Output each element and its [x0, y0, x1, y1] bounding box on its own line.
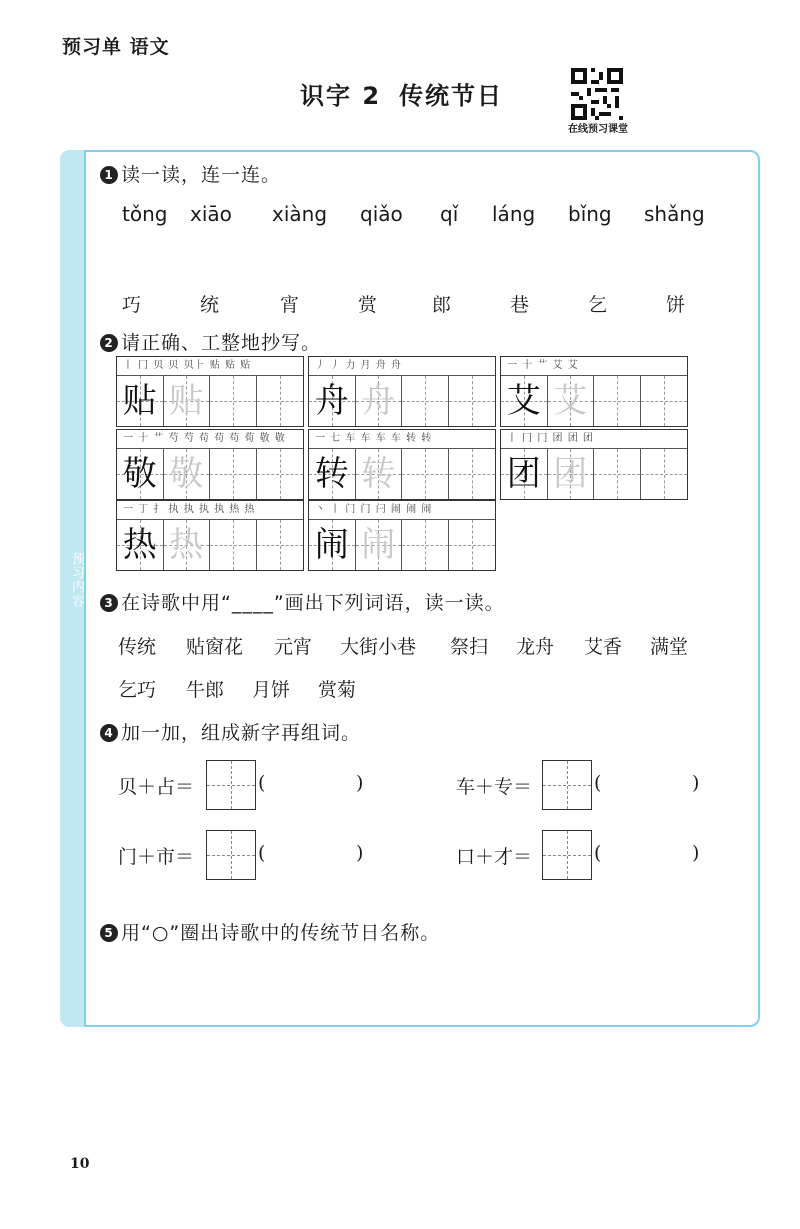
q5-number: 5	[100, 924, 118, 942]
model-char: 艾	[506, 381, 541, 421]
stroke-order: 一 七 车 车 车 车 转 转	[309, 430, 495, 449]
hanzi-item[interactable]: 乞	[588, 294, 608, 316]
hanzi-item[interactable]: 郎	[432, 294, 452, 316]
writing-cell	[309, 449, 356, 499]
writing-cell	[501, 376, 548, 426]
trace-cell[interactable]	[164, 449, 211, 499]
blank-cell[interactable]	[641, 376, 687, 426]
model-char: 闹	[314, 525, 349, 565]
qr-caption: 在线预习课堂	[568, 124, 628, 135]
blank-cell[interactable]	[594, 376, 641, 426]
answer-char-box[interactable]	[206, 760, 256, 810]
writing-cell	[117, 520, 164, 570]
blank-cell[interactable]	[402, 520, 449, 570]
panel-divider	[84, 150, 86, 1027]
pinyin-row	[122, 202, 722, 232]
model-char: 贴	[122, 381, 157, 421]
combine-item	[118, 830, 378, 882]
combine-expr: 贝＋占＝	[118, 776, 195, 798]
qr-code-icon[interactable]	[571, 68, 623, 120]
pinyin-item[interactable]: shǎng	[644, 202, 705, 226]
term-item[interactable]: 龙舟	[516, 636, 555, 658]
answer-char-box[interactable]	[542, 760, 592, 810]
term-item[interactable]: 牛郎	[186, 679, 225, 701]
trace-char: 热	[169, 525, 204, 565]
copy-grid	[116, 500, 304, 571]
lesson-title	[300, 76, 540, 111]
term-item[interactable]: 满堂	[650, 636, 689, 658]
combine-expr: 门＋市＝	[118, 846, 195, 868]
trace-char: 敬	[169, 454, 204, 494]
hanzi-item[interactable]: 宵	[280, 294, 300, 316]
writing-cell	[309, 520, 356, 570]
blank-cell[interactable]	[594, 449, 641, 499]
q5-text: 用“○”圈出诗歌中的传统节日名称。	[121, 922, 441, 944]
term-row	[118, 632, 718, 660]
open-paren: (	[258, 842, 266, 864]
term-item[interactable]: 大街小巷	[340, 636, 417, 658]
blank-cell[interactable]	[210, 520, 257, 570]
trace-cell[interactable]	[356, 376, 403, 426]
q2-text: 请正确、工整地抄写。	[121, 332, 322, 354]
trace-char: 闹	[361, 525, 396, 565]
trace-char: 团	[553, 454, 588, 494]
stroke-order: 丨 冂 贝 贝 贝⺊ 贴 贴 贴	[117, 357, 303, 376]
stroke-order: 丿 丿 力 月 舟 舟	[309, 357, 495, 376]
hanzi-item[interactable]: 统	[200, 294, 220, 316]
open-paren: (	[594, 772, 602, 794]
writing-cell	[117, 376, 164, 426]
blank-cell[interactable]	[257, 376, 303, 426]
hanzi-item[interactable]: 饼	[666, 294, 686, 316]
close-paren: )	[356, 842, 364, 864]
pinyin-item[interactable]: láng	[492, 202, 536, 226]
term-item[interactable]: 艾香	[584, 636, 623, 658]
stroke-order: 丶 丨 门 门 闩 闹 闹 闹	[309, 501, 495, 520]
open-paren: (	[258, 772, 266, 794]
q3-text: 在诗歌中用“____”画出下列词语，读一读。	[121, 592, 505, 614]
blank-cell[interactable]	[257, 520, 303, 570]
q4-heading	[100, 718, 361, 745]
combine-expr: 口＋才＝	[456, 846, 533, 868]
close-paren: )	[356, 772, 364, 794]
writing-cell	[501, 449, 548, 499]
blank-cell[interactable]	[449, 449, 495, 499]
trace-cell[interactable]	[164, 376, 211, 426]
stroke-order: 丨 冂 冂 团 团 团	[501, 430, 687, 449]
series-header: 预习单 语文	[62, 36, 170, 58]
page-number: 10	[70, 1156, 90, 1172]
combine-expr: 车＋专＝	[456, 776, 533, 798]
model-char: 敬	[122, 454, 157, 494]
copy-grid	[116, 356, 304, 427]
hanzi-item[interactable]: 巷	[510, 294, 530, 316]
blank-cell[interactable]	[449, 376, 495, 426]
q1-text: 读一读，连一连。	[121, 164, 282, 186]
trace-char: 贴	[169, 381, 204, 421]
term-item[interactable]: 传统	[118, 636, 157, 658]
model-char: 舟	[314, 381, 349, 421]
pinyin-item[interactable]: xiāo	[190, 202, 232, 226]
pinyin-item[interactable]: qǐ	[440, 202, 459, 226]
copy-grid	[308, 356, 496, 427]
pinyin-item[interactable]: bǐng	[568, 202, 612, 226]
lesson-name: 传统节日	[399, 82, 504, 110]
blank-cell[interactable]	[402, 376, 449, 426]
combine-item	[118, 760, 378, 812]
trace-char: 舟	[361, 381, 396, 421]
pinyin-item[interactable]: tǒng	[122, 202, 168, 226]
trace-cell[interactable]	[548, 449, 595, 499]
blank-cell[interactable]	[257, 449, 303, 499]
term-row	[118, 675, 718, 703]
copy-grid	[500, 356, 688, 427]
q2-heading	[100, 328, 321, 355]
combine-item	[456, 760, 716, 812]
model-char: 热	[122, 525, 157, 565]
trace-char: 转	[361, 454, 396, 494]
q5-heading	[100, 918, 440, 945]
q2-number: 2	[100, 334, 118, 352]
trace-cell[interactable]	[356, 449, 403, 499]
close-paren: )	[692, 842, 700, 864]
stroke-order: 一 十 艹 艾 艾	[501, 357, 687, 376]
pinyin-item[interactable]: qiǎo	[360, 202, 403, 226]
side-label: 预习内容	[69, 552, 84, 608]
trace-cell[interactable]	[356, 520, 403, 570]
combine-item	[456, 830, 716, 882]
writing-cell	[117, 449, 164, 499]
term-item[interactable]: 祭扫	[450, 636, 489, 658]
hanzi-item[interactable]: 巧	[122, 294, 142, 316]
term-item[interactable]: 月饼	[252, 679, 291, 701]
hanzi-item[interactable]: 赏	[358, 294, 378, 316]
model-char: 转	[314, 454, 349, 494]
q3-heading	[100, 588, 505, 615]
open-paren: (	[594, 842, 602, 864]
writing-cell	[309, 376, 356, 426]
lesson-number: 识字 2	[300, 82, 382, 110]
stroke-order: 一 十 艹 芍 芍 苟 苟 苟 荀 敬 敬	[117, 430, 303, 449]
q4-text: 加一加，组成新字再组词。	[121, 722, 362, 744]
answer-char-box[interactable]	[206, 830, 256, 880]
trace-cell[interactable]	[164, 520, 211, 570]
copy-grid	[308, 500, 496, 571]
blank-cell[interactable]	[210, 376, 257, 426]
term-item[interactable]: 贴窗花	[186, 636, 244, 658]
trace-cell[interactable]	[548, 376, 595, 426]
copy-grid	[308, 429, 496, 500]
answer-char-box[interactable]	[542, 830, 592, 880]
copy-grid	[116, 429, 304, 500]
copy-grid	[500, 429, 688, 500]
term-item[interactable]: 元宵	[274, 636, 313, 658]
q4-number: 4	[100, 724, 118, 742]
term-item[interactable]: 乞巧	[118, 679, 157, 701]
close-paren: )	[692, 772, 700, 794]
blank-cell[interactable]	[449, 520, 495, 570]
q1-heading	[100, 160, 281, 187]
model-char: 团	[506, 454, 541, 494]
q3-number: 3	[100, 594, 118, 612]
term-item[interactable]: 赏菊	[318, 679, 357, 701]
blank-cell[interactable]	[641, 449, 687, 499]
blank-cell[interactable]	[210, 449, 257, 499]
blank-cell[interactable]	[402, 449, 449, 499]
pinyin-item[interactable]: xiàng	[272, 202, 328, 226]
q1-number: 1	[100, 166, 118, 184]
hanzi-row	[122, 290, 722, 320]
stroke-order: 一 丁 扌 执 执 执 执 热 热	[117, 501, 303, 520]
trace-char: 艾	[553, 381, 588, 421]
